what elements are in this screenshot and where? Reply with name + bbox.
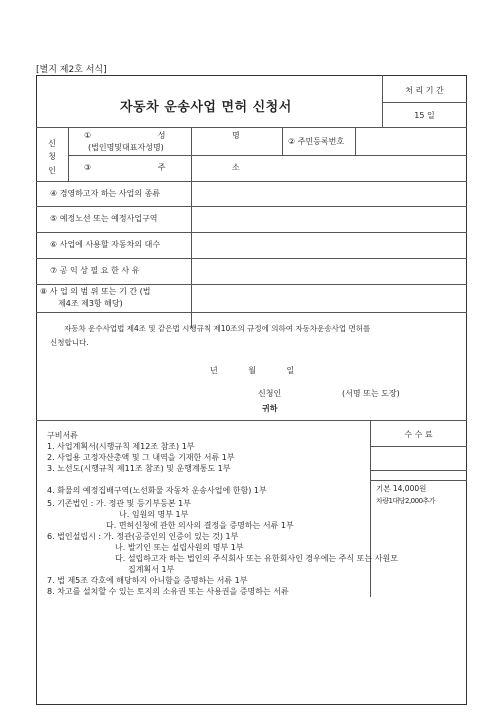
page-title: 자동차 운송사업 면허 신청서: [120, 100, 292, 115]
doc-item: 다. 면허신청에 관한 의사의 결정을 증명하는 서류 1부: [106, 521, 294, 530]
doc-item: 3. 노선도(시행규칙 제11조 참조) 및 운행계통도 1부: [47, 464, 231, 473]
business-type-label: ④ 경영하고자 하는 사업의 종류: [50, 189, 161, 198]
scope-label-line1: ⑧ 사 업 의 범 위 또는 기 간 (법: [40, 287, 151, 296]
business-type-field[interactable]: [196, 184, 464, 204]
statement-line2: 신청합니다.: [50, 338, 89, 347]
doc-item: 나. 발기인 또는 설립사원의 명부 1부: [115, 543, 244, 552]
title-bottom-line: [36, 127, 467, 128]
rrn-label: ② 주민등록번호: [288, 137, 345, 146]
doc-item: 5. 기존법인 : 가. 정관 및 등기부등본 1부: [47, 499, 191, 508]
applicant-label-3: 인: [48, 166, 56, 175]
doc-item: 4. 화물의 예정집배구역(노선화물 자동차 운송사업에 한함) 1부: [47, 486, 267, 495]
recipient-label: 귀하: [262, 404, 278, 413]
documents-header: 구비서류: [47, 431, 78, 440]
vehicle-count-field[interactable]: [196, 235, 464, 255]
name-field[interactable]: [196, 130, 278, 150]
processing-period-value: 15 일: [414, 111, 435, 120]
doc-item: 2. 사업용 고정자산총액 및 그 내역을 기재한 서류 1부: [47, 453, 235, 462]
doc-item: 1. 사업계획서(시행규칙 제12조 참조) 1부: [47, 442, 195, 451]
public-interest-label: ⑦ 공 익 상 필 요 한 사 유: [50, 266, 140, 275]
applicant-label-1: 신: [48, 139, 56, 148]
processing-period-header: 처 리 기 간: [405, 86, 444, 95]
vehicle-count-label: ⑥ 사업에 사용할 자동차의 대수: [50, 240, 161, 249]
date-line: 년 월 일: [210, 366, 295, 375]
rrn-field[interactable]: [360, 130, 464, 150]
doc-item: 집계획서 1부: [128, 565, 175, 574]
fee-basic: 기본 14,000원: [376, 484, 427, 493]
address-label: ③ 주 소: [84, 163, 240, 172]
fee-per-vehicle: 차량1대당2,000추가: [376, 497, 436, 505]
form-label: [별지 제2호 서식]: [36, 65, 107, 75]
doc-item: 6. 법인설립시 : 가. 정관(공증인의 인증이 있는 것) 1부: [47, 532, 239, 541]
statement-line1: 자동차 운수사업법 제4조 및 같은법 시행규칙 제10조의 규정에 의하여 자동차운송사업 면허를: [64, 324, 371, 333]
planned-route-field[interactable]: [196, 209, 464, 229]
doc-item: 나. 임원의 명부 1부: [119, 510, 189, 519]
doc-item: 8. 차고를 설치할 수 있는 토지의 소유권 또는 사용권을 증명하는 서류: [47, 587, 289, 596]
applicant-sign-label: 신청인: [258, 389, 282, 398]
public-interest-field[interactable]: [196, 261, 464, 281]
signature-label: (서명 또는 도장): [342, 389, 400, 398]
address-field[interactable]: [196, 158, 464, 178]
scope-label-line2: 제4조 제3항 해당): [58, 299, 123, 308]
applicant-label-2: 청: [48, 152, 56, 161]
name-sublabel: (법인명및대표자성명): [88, 143, 164, 152]
doc-item: 다. 설립하고자 하는 법인의 주식회사 또는 유한회사인 경우에는 주식 또는 사원모: [115, 554, 398, 563]
scope-field[interactable]: [196, 287, 464, 309]
fee-header: 수 수 료: [404, 430, 433, 439]
planned-route-label: ⑤ 예정노선 또는 예정사업구역: [50, 214, 158, 223]
doc-item: 7. 법 제5조 각호에 해당하지 아니함을 증명하는 서류 1부: [47, 576, 248, 585]
processing-divider: [382, 102, 467, 103]
name-label: ① 성 명: [84, 131, 240, 140]
